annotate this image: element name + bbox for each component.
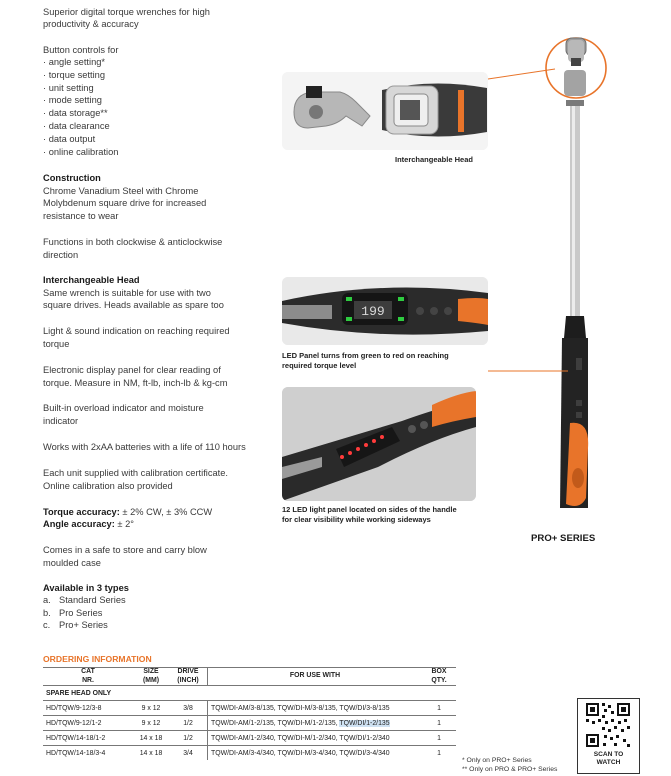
qr-code-box[interactable]: [577, 698, 640, 774]
col-size: SIZE (MM): [133, 668, 169, 686]
torque-accuracy: [43, 506, 212, 519]
overload-line: Built-in overload indicator and moisture: [43, 403, 204, 413]
head-connector-line: [460, 66, 560, 82]
head-line: square drives. Heads available as spare too: [43, 300, 224, 310]
footnote: ** Only on PRO & PRO+ Series: [462, 766, 558, 773]
list-item: · mode setting: [43, 94, 118, 107]
ordering-title: ORDERING INFORMATION: [43, 654, 152, 664]
series-label: PRO+ SERIES: [531, 533, 596, 544]
led-caption-line: LED Panel turns from green to red on reaching: [282, 351, 449, 360]
torque-accuracy-label: Torque accuracy:: [43, 507, 120, 517]
highlighted-text: TQW/DI/1-2/135: [339, 719, 390, 727]
light-line: torque: [43, 339, 70, 349]
list-item: c. Pro+ Series: [43, 620, 108, 631]
torque-wrench-photo: [540, 28, 610, 510]
head-line: Same wrench is suitable for use with two: [43, 288, 211, 298]
list-item: · data output: [43, 133, 118, 146]
list-item: · torque setting: [43, 69, 118, 82]
interchangeable-head-photo: [282, 72, 488, 150]
light-line: Light & sound indication on reaching required: [43, 326, 230, 336]
types-list: [43, 594, 126, 632]
angle-accuracy-label: Angle accuracy:: [43, 519, 115, 529]
construction-line: Molybdenum square drive for increased: [43, 198, 207, 208]
angle-accuracy: [43, 518, 134, 531]
qr-code-icon: [578, 699, 639, 751]
table-header-row: [43, 668, 456, 686]
col-use: FOR USE WITH: [208, 668, 423, 686]
led-caption-line: required torque level: [282, 361, 357, 370]
display-line: Electronic display panel for clear reading of: [43, 365, 221, 375]
side-led-photo-panel: [282, 387, 476, 501]
list-item: · unit setting: [43, 82, 118, 95]
functions-line: direction: [43, 250, 79, 260]
torque-accuracy-value: ± 2% CW, ± 3% CCW: [119, 507, 213, 517]
types-heading: Available in 3 types: [43, 583, 129, 593]
list-item: · angle setting*: [43, 56, 118, 69]
display-reading: 199: [361, 304, 385, 319]
button-controls-list: [43, 56, 118, 158]
intro-line-1: Superior digital torque wrenches for high: [43, 7, 210, 17]
intro-line-2: productivity & accuracy: [43, 19, 139, 29]
list-item: · online calibration: [43, 146, 118, 159]
overload-line: indicator: [43, 416, 79, 426]
table-section-row: SPARE HEAD ONLY: [43, 686, 456, 701]
footnote: * Only on PRO+ Series: [462, 757, 532, 764]
table-row: HD/TQW/14-18/1-2 14 x 18 1/2 TQW/DI-AM/1-2/340, TQW/DI-M/1-2/340, TQW/DI/1-2/340 1: [43, 731, 456, 746]
certificate-line: Each unit supplied with calibration certificate.: [43, 468, 229, 478]
list-item: · data clearance: [43, 120, 118, 133]
side-caption-line: 12 LED light panel located on sides of the handle: [282, 505, 457, 514]
head-caption: Interchangeable Head: [395, 155, 473, 164]
construction-line: resistance to wear: [43, 211, 119, 221]
led-panel-photo: [282, 277, 488, 345]
led-photo-panel: [282, 277, 488, 345]
safe-line: Comes in a safe to store and carry blow: [43, 545, 207, 555]
button-controls-heading: Button controls for: [43, 45, 119, 55]
table-row: HD/TQW/9-12/3-8 9 x 12 3/8 TQW/DI-AM/3-8/135, TQW/DI-M/3-8/135, TQW/DI/3-8/135 1: [43, 701, 456, 716]
led-connector-line: [488, 368, 568, 374]
list-item: · data storage**: [43, 107, 118, 120]
certificate-line: Online calibration also provided: [43, 481, 173, 491]
list-item: b. Pro Series: [43, 607, 103, 618]
head-photo-panel: [282, 72, 488, 150]
scan-label: SCAN TO WATCH: [593, 751, 624, 766]
interchangeable-head-heading: Interchangeable Head: [43, 275, 140, 285]
ordering-table: [43, 667, 456, 760]
side-caption-line: for clear visibility while working sideways: [282, 515, 431, 524]
angle-accuracy-value: ± 2°: [114, 519, 134, 529]
table-row: HD/TQW/14-18/3-4 14 x 18 3/4 TQW/DI-AM/3-4/340, TQW/DI-M/3-4/340, TQW/DI/3-4/340 1: [43, 746, 456, 761]
display-line: torque. Measure in NM, ft-lb, inch-lb & kg-cm: [43, 378, 228, 388]
functions-line: Functions in both clockwise & anticlockwise: [43, 237, 223, 247]
batteries-line: Works with 2xAA batteries with a life of 110 hours: [43, 442, 246, 452]
construction-heading: Construction: [43, 173, 101, 183]
safe-line: moulded case: [43, 558, 101, 568]
col-drive: DRIVE (INCH): [169, 668, 208, 686]
construction-line: Chrome Vanadium Steel with Chrome: [43, 186, 199, 196]
side-led-photo: [282, 387, 476, 501]
table-row: HD/TQW/9-12/1-2 9 x 12 1/2 TQW/DI-AM/1-2/135, TQW/DI-M/1-2/135, TQW/DI/1-2/135 1: [43, 716, 456, 731]
list-item: a. Standard Series: [43, 595, 126, 605]
col-cat: CAT NR.: [43, 668, 133, 686]
col-qty: BOX QTY.: [422, 668, 456, 686]
